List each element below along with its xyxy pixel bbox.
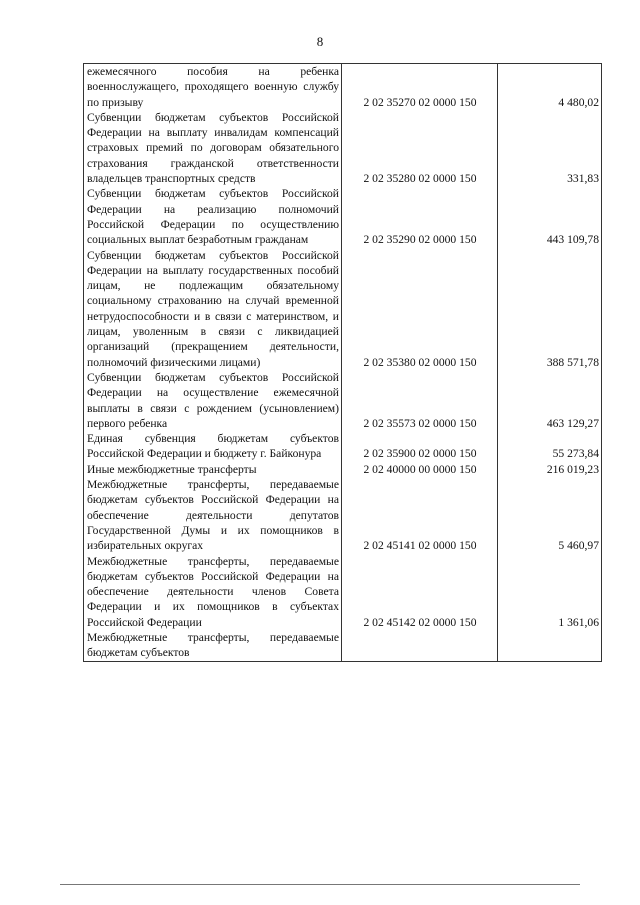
row-amount: 4 480,02 <box>498 64 602 110</box>
row-name: Субвенции бюджетам субъектов Российской Федерации на осуществление ежемесячной выплаты в связи с рождением (усыновлением) первого ребенка <box>84 370 342 431</box>
row-code: 2 02 35573 02 0000 150 <box>342 370 498 431</box>
row-name: Иные межбюджетные трансферты <box>84 462 342 477</box>
row-amount: 388 571,78 <box>498 248 602 370</box>
table-row <box>84 477 602 553</box>
row-amount <box>498 630 602 661</box>
table-row <box>84 186 602 247</box>
row-code: 2 02 35270 02 0000 150 <box>342 64 498 110</box>
row-name: Единая субвенция бюджетам субъектов Российской Федерации и бюджету г. Байконура <box>84 431 342 462</box>
row-name: Субвенции бюджетам субъектов Российской Федерации на реализацию полномочий Российской Федерации по осуществлению социальных выплат безработным гражданам <box>84 186 342 247</box>
row-code: 2 02 35380 02 0000 150 <box>342 248 498 370</box>
table-row <box>84 248 602 370</box>
row-amount: 463 129,27 <box>498 370 602 431</box>
table-row <box>84 64 602 110</box>
table-row <box>84 431 602 462</box>
row-code: 2 02 35900 02 0000 150 <box>342 431 498 462</box>
row-name: Межбюджетные трансферты, передаваемые бюджетам субъектов <box>84 630 342 661</box>
table-row <box>84 554 602 630</box>
row-name: ежемесячного пособия на ребенка военнослужащего, проходящего военную службу по призыву <box>84 64 342 110</box>
row-code: 2 02 45142 02 0000 150 <box>342 554 498 630</box>
row-amount: 331,83 <box>498 110 602 186</box>
footer-divider <box>60 884 580 885</box>
row-name: Субвенции бюджетам субъектов Российской Федерации на выплату государственных пособий лицам, не подлежащим обязательному социальному страхованию на случай временной нетрудоспособности и в связи с материнством, и лицам, уволенным в связи с ликвидацией организаций (прекращением деятельности, полномочий физическими лицами) <box>84 248 342 370</box>
budget-table <box>83 63 602 662</box>
row-code: 2 02 35290 02 0000 150 <box>342 186 498 247</box>
row-amount: 1 361,06 <box>498 554 602 630</box>
budget-table-body <box>84 64 602 662</box>
row-code <box>342 630 498 661</box>
table-row <box>84 110 602 186</box>
page-number: 8 <box>316 34 324 49</box>
row-name: Субвенции бюджетам субъектов Российской Федерации на выплату инвалидам компенсаций страховых премий по договорам обязательного страхования гражданской ответственности владельцев транспортных средств <box>84 110 342 186</box>
table-row <box>84 370 602 431</box>
row-code: 2 02 40000 00 0000 150 <box>342 462 498 477</box>
row-code: 2 02 45141 02 0000 150 <box>342 477 498 553</box>
row-amount: 55 273,84 <box>498 431 602 462</box>
row-name: Межбюджетные трансферты, передаваемые бюджетам субъектов Российской Федерации на обеспечение деятельности депутатов Государственной Думы и их помощников в избирательных округах <box>84 477 342 553</box>
row-name: Межбюджетные трансферты, передаваемые бюджетам субъектов Российской Федерации на обеспечение деятельности членов Совета Федерации и их помощников в субъектах Российской Федерации <box>84 554 342 630</box>
row-amount: 216 019,23 <box>498 462 602 477</box>
table-row <box>84 462 602 477</box>
row-code: 2 02 35280 02 0000 150 <box>342 110 498 186</box>
table-row <box>84 630 602 661</box>
row-amount: 443 109,78 <box>498 186 602 247</box>
row-amount: 5 460,97 <box>498 477 602 553</box>
